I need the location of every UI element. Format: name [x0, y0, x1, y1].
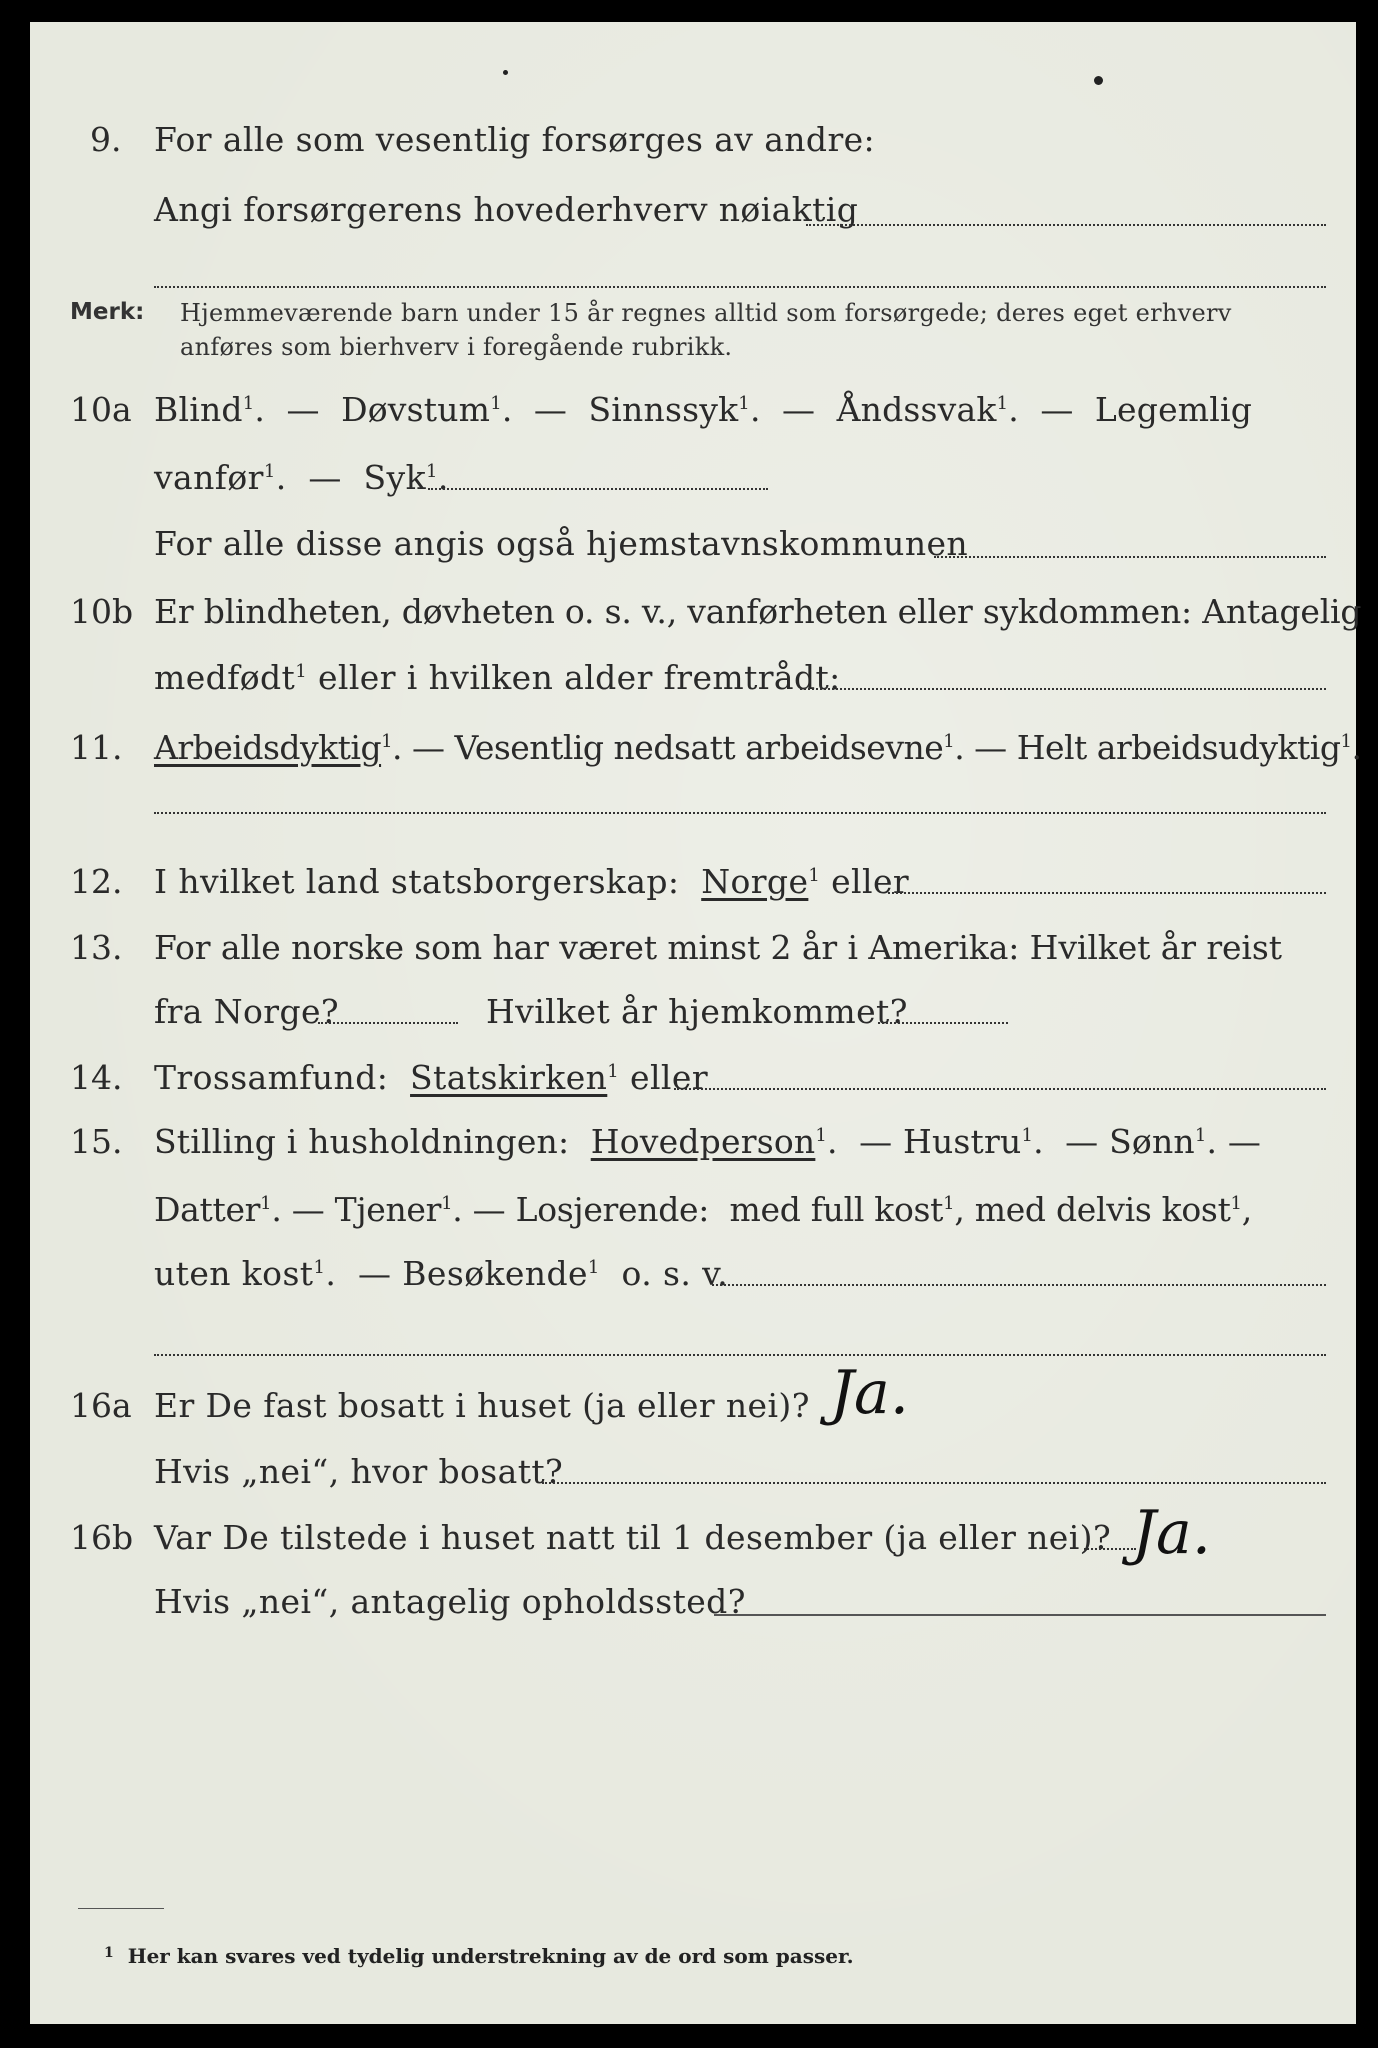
q10a-hjemstavn-field[interactable] [934, 556, 1326, 558]
census-form-page [30, 22, 1362, 2024]
footnote-ref: 1 [242, 393, 255, 414]
opt-blind: Blind [154, 390, 243, 429]
q12-text: I hvilket land statsborgerskap: [154, 862, 680, 901]
merk-label: Merk: [70, 299, 145, 325]
footnote-ref: 1 [738, 393, 750, 414]
q11-line1: Arbeidsdyktig$^1$. — Vesentlig nedsatt arbeidsevne$^1$. — Helt arbeidsudyktig$^1$. [154, 728, 1362, 767]
q13-line1: For alle norske som har været minst 2 år i Amerika: Hvilket år reist [154, 928, 1282, 967]
q10b-answer-field[interactable] [800, 688, 1326, 690]
footnote-mark: 1 [104, 1945, 114, 1961]
q14-answer-field[interactable] [674, 1088, 1326, 1090]
item-number-10b: 10b [70, 592, 134, 631]
opt-delviskost: med delvis kost [974, 1190, 1231, 1229]
footnote-ref: 1 [426, 461, 438, 482]
q12-eller: eller [831, 862, 910, 901]
footnote-rule [78, 1908, 164, 1909]
opt-fullkost: med full kost [729, 1190, 944, 1229]
opt-arbeidsdyktig: Arbeidsdyktig [154, 728, 382, 767]
opt-udyktig: Helt arbeidsudyktig [1016, 728, 1341, 767]
q10a-line1: Blind$^1$. — Døvstum$^1$. — Sinnssyk$^1$. — Åndssvak$^1$. — Legemlig [154, 390, 1253, 429]
q15-line1: Stilling i husholdningen: Hovedperson$^1$. — Hustru$^1$. — Sønn$^1$. — [154, 1122, 1262, 1161]
item-number-10a: 10a [70, 390, 132, 429]
q9-answer-field[interactable] [806, 224, 1326, 226]
footnote-ref: 1 [815, 1125, 828, 1146]
opt-losjerende: Losjerende: [515, 1190, 710, 1229]
q15-osv: o. s. v. [621, 1254, 729, 1293]
opt-nedsatt: Vesentlig nedsatt arbeidsevne [454, 728, 944, 767]
q16a-line2: Hvis „nei“, hvor bosatt? [154, 1452, 564, 1491]
footnote-ref: 1 [313, 1257, 326, 1278]
footnote-ref: 1 [260, 1193, 272, 1214]
footnote-ref: 1 [943, 1193, 955, 1214]
opt-syk: Syk [363, 458, 426, 497]
q16a-bosatt-field[interactable] [542, 1482, 1326, 1484]
q10b-line1: Er blindheten, døvheten o. s. v., vanførheten eller sykdommen: Antagelig [154, 592, 1362, 631]
q16b-answer-field[interactable] [1084, 1548, 1136, 1550]
opt-tjener: Tjener [334, 1190, 442, 1229]
q10a-line2: vanfør$^1$. — Syk$^1$. [154, 458, 449, 497]
q9-line1: For alle som vesentlig forsørges av andre: [154, 120, 876, 159]
footnote-ref: 1 [441, 1193, 453, 1214]
q15-answer-field-2[interactable] [154, 1354, 1326, 1356]
opt-legemlig: Legemlig [1094, 390, 1253, 429]
q15-text: Stilling i husholdningen: [154, 1122, 570, 1161]
q15-answer-field[interactable] [712, 1284, 1326, 1286]
q13-line2b: Hvilket år hjemkommet? [486, 992, 908, 1031]
q10b-alder: eller i hvilken alder fremtrådt: [317, 658, 841, 697]
item-number-9: 9. [90, 120, 122, 159]
merk-line1: Hjemmeværende barn under 15 år regnes alltid som forsørgede; deres eget erhverv [180, 299, 1232, 327]
q16a-line1: Er De fast bosatt i huset (ja eller nei)? [154, 1386, 810, 1425]
q9-line2: Angi forsørgerens hovederhverv nøiaktig [154, 190, 859, 229]
opt-datter: Datter [154, 1190, 261, 1229]
q16b-opholdssted-field[interactable] [714, 1614, 1326, 1616]
footnote-ref: 1 [263, 461, 276, 482]
opt-andssvak: Åndssvak [836, 390, 997, 429]
footnote-ref: 1 [587, 1257, 600, 1278]
q14-eller: eller [630, 1058, 708, 1097]
opt-hovedperson: Hovedperson [590, 1122, 816, 1161]
q12-line [154, 862, 909, 902]
item-number-16a: 16a [70, 1386, 132, 1425]
opt-norge: Norge [701, 862, 809, 901]
opt-utenkost: uten kost [154, 1254, 314, 1293]
q15-line3: uten kost$^1$. — Besøkende$^1$ o. s. v. [154, 1254, 729, 1293]
q16b-line1: Var De tilstede i huset natt til 1 desember (ja eller nei)? [154, 1518, 1112, 1557]
footnote-ref: 1 [381, 731, 393, 752]
footnote-text: Her kan svares ved tydelig understrekning av de ord som passer. [127, 1944, 854, 1968]
merk-line2: anføres som bierhverv i foregående rubrikk. [180, 333, 733, 361]
footnote-ref: 1 [996, 393, 1009, 414]
ink-speck [503, 70, 508, 75]
opt-hustru: Hustru [902, 1122, 1022, 1161]
q11-answer-field[interactable] [154, 812, 1326, 814]
q10a-syk-field[interactable] [428, 488, 768, 490]
q14-line [154, 1058, 708, 1098]
q16a-handwritten-answer: Ja. [830, 1358, 909, 1428]
item-number-16b: 16b [70, 1518, 134, 1557]
item-number-14: 14. [70, 1058, 123, 1097]
item-number-11: 11. [70, 728, 123, 767]
item-number-12: 12. [70, 862, 123, 901]
footnote [104, 1944, 854, 1968]
q12-answer-field[interactable] [888, 892, 1326, 894]
footnote-ref: 1 [1230, 1193, 1242, 1214]
ink-speck [1094, 76, 1103, 85]
q13-hjemkommet-field[interactable] [878, 1022, 1008, 1024]
footnote-ref: 1 [607, 1061, 620, 1082]
footnote-ref: 1 [1340, 731, 1352, 752]
footnote-ref: 1 [1194, 1125, 1207, 1146]
opt-besokende: Besøkende [402, 1254, 588, 1293]
q10a-line3: For alle disse angis også hjemstavnskommunen [154, 524, 969, 563]
q10b-medfodt: medfødt [154, 658, 296, 697]
q14-text: Trossamfund: [154, 1058, 389, 1097]
footnote-ref: 1 [808, 865, 821, 886]
q15-line2: Datter$^1$. — Tjener$^1$. — Losjerende: med full kost$^1$, med delvis kost$^1$, [154, 1190, 1252, 1229]
item-number-13: 13. [70, 928, 123, 967]
opt-sinnssyk: Sinnssyk [588, 390, 739, 429]
opt-dovstum: Døvstum [341, 390, 491, 429]
q10b-line2 [154, 658, 841, 698]
opt-vanfor: vanfør [154, 458, 264, 497]
item-number-15: 15. [70, 1122, 123, 1161]
footnote-ref: 1 [943, 731, 955, 752]
footnote-ref: 1 [1021, 1125, 1034, 1146]
q13-reist-field[interactable] [318, 1022, 458, 1024]
q9-answer-field-2[interactable] [154, 286, 1326, 288]
footnote-ref: 1 [295, 661, 308, 682]
q16b-handwritten-answer: Ja. [1132, 1498, 1211, 1568]
opt-sonn: Sønn [1109, 1122, 1195, 1161]
opt-statskirken: Statskirken [410, 1058, 608, 1097]
q16b-line2: Hvis „nei“, antagelig opholdssted? [154, 1582, 746, 1621]
q13-line2a: fra Norge? [154, 992, 340, 1031]
footnote-ref: 1 [490, 393, 502, 414]
